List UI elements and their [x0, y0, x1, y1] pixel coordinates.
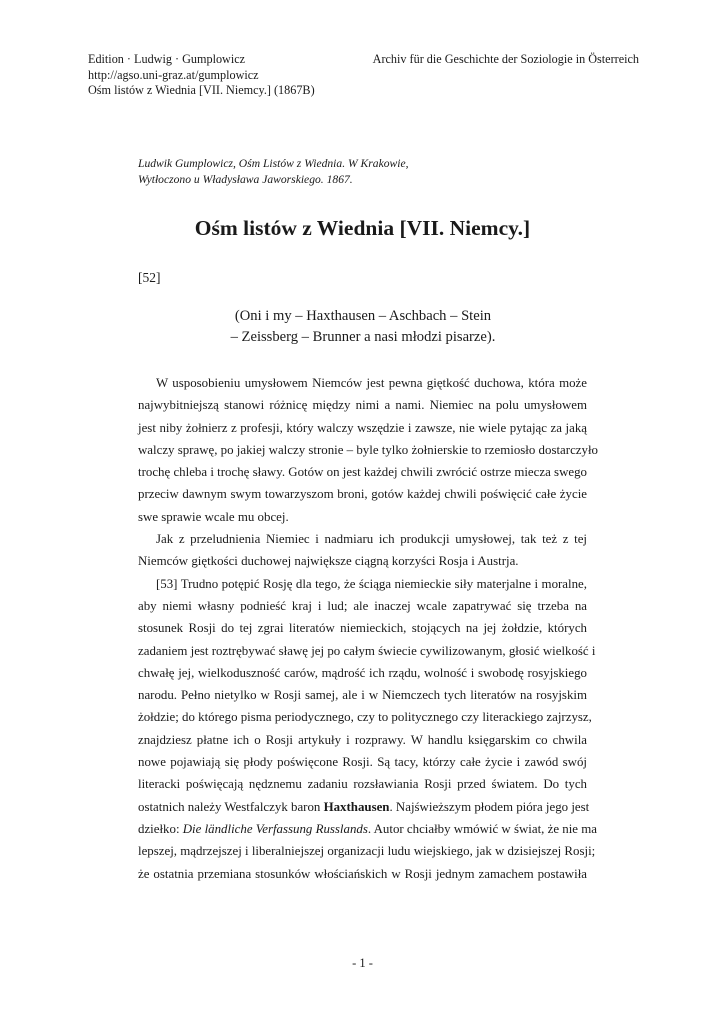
citation-line: Wytłoczono u Władysława Jaworskiego. 1867.	[138, 173, 353, 186]
citation-line: Ludwik Gumplowicz, Ośm Listów z Wiednia. W Krakowie,	[138, 157, 409, 170]
text-line: lepszej, mądrzejszej i liberalniejszej organizacji ludu wiejskiego, jak w dzisiejszej Rosji;	[138, 844, 596, 859]
book-title-italic: Die ländliche Verfassung Russlands	[182, 821, 368, 836]
text-line: trochę chleba i trochę sławy. Gotów on jest każdej chwili zwrócić ostrze miecza swego	[138, 465, 587, 480]
text-line: chwałę jej, wielkoduszność carów, mądrość ich rządu, wolność i swobodę rosyjskiego	[138, 665, 587, 680]
text-line: stosunek Rosji do tej zgrai literatów niemieckich, stojących na jej żołdzie, których	[138, 621, 587, 636]
page-title: Ośm listów z Wiednia [VII. Niemcy.]	[194, 216, 531, 240]
text-line: znajdziesz płatne ich o Rosji artykuły i rozprawy. W handlu księgarskim co chwila	[138, 732, 587, 747]
text-line-with-book-title	[138, 818, 597, 840]
text-line: narodu. Pełno nietylko w Rosji samej, ale i w Niemczech tych literatów na rosyjskim	[138, 688, 587, 703]
text-line: [53] Trudno potępić Rosję dla tego, że ściąga niemieckie siły materjalne i moralne,	[156, 576, 587, 591]
text-line: W usposobieniu umysłowem Niemców jest pewna giętkość duchowa, która może	[156, 376, 587, 390]
header-left	[88, 52, 315, 99]
text-line: Niemców giętkości duchowej największe ciągną korzyści Rosja i Austrja.	[138, 554, 519, 569]
subtitle-line: (Oni i my – Haxthausen – Aschbach – Stein	[234, 308, 492, 324]
text-line: najwybitniejszą stanowi różnicę między nimi a nami. Niemiec na polu umysłowem	[138, 398, 587, 413]
header-archive: Archiv für die Geschichte der Soziologie in Österreich	[372, 52, 639, 66]
text-line: jest niby żołnierz z profesji, który walczy wszędzie i zawsze, nie wiele pytając za jaką	[138, 420, 587, 435]
subtitle-line: – Zeissberg – Brunner a nasi młodzi pisarze).	[230, 329, 496, 345]
text-segment: . Najświeższym płodem pióra jego jest	[389, 799, 590, 814]
text-line: zadaniem jest roztrębywać sławę jej po całym świecie cywilizowanym, głosić wielkość i	[138, 643, 596, 658]
page-marker: [52]	[138, 270, 161, 285]
header-edition: Edition · Ludwig · Gumplowicz	[88, 52, 246, 66]
text-line: literacki poświęcają nędznemu zadaniu rozsławiania Rosji przed światem. Do tych	[138, 777, 587, 792]
text-line: swe sprawie wcale mu obcej.	[138, 509, 289, 524]
body-text	[138, 372, 598, 885]
text-line: Jak z przeludnienia Niemiec i nadmiaru ich produkcji umysłowej, tak też z tej	[156, 532, 587, 547]
text-line: walczy sprawę, po jakiej walczy stronie – byle tylko żołnierskie to rzemiosło dostarczyło	[138, 442, 598, 457]
text-segment: ostatnich należy Westfalczyk baron	[138, 799, 324, 814]
text-segment: . Autor chciałby wmówić w świat, że nie ma	[367, 821, 597, 836]
text-segment: dziełko:	[138, 821, 183, 836]
header-url[interactable]: http://agso.uni-graz.at/gumplowicz	[88, 67, 259, 82]
subtitle	[228, 306, 498, 348]
text-line: nowe pojawiają się płody poświęcone Rosji. Są tacy, którzy całe życie i zawód swój	[138, 755, 587, 770]
bibliographic-citation	[138, 156, 618, 188]
page-number: - 1 -	[352, 956, 373, 970]
text-line: że ostatnia przemiana stosunków włościańskich w Rosji jednym zamachem postawiła	[138, 866, 587, 881]
text-line: żołdzie; do którego pisma periodycznego, czy to politycznego czy literackiego zajrzysz,	[138, 710, 592, 725]
text-line-with-name	[138, 796, 590, 818]
author-name-bold: Haxthausen	[323, 799, 390, 814]
text-line: przeciw dawnym swym towarzyszom broni, gotów każdej chwili poświęcić całe życie	[138, 487, 587, 502]
header-document-title: Ośm listów z Wiednia [VII. Niemcy.] (1867B)	[88, 83, 315, 97]
text-line: aby niemi własny podnieść kraj i lud; ale inaczej wcale zapatrywać się trzeba na	[138, 598, 587, 613]
